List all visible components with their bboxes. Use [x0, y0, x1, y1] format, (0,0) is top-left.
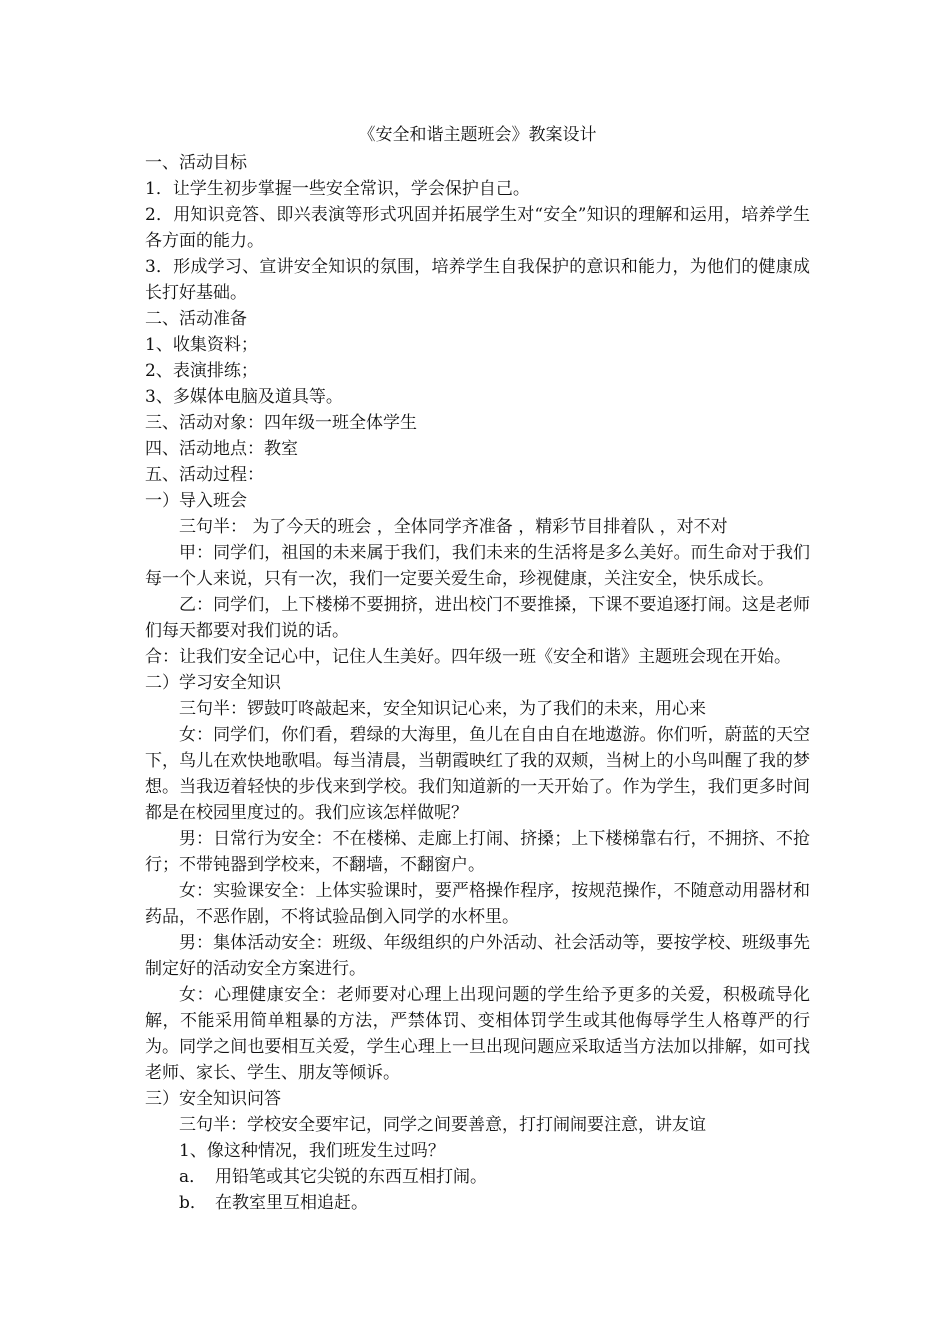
quiz-option-b	[145, 1190, 810, 1216]
option-marker: a．	[179, 1167, 207, 1187]
female-paragraph-lab-safety: 女：实验课安全：上体实验课时，要严格操作程序，按规范操作，不随意动用器材和药品，不恶作剧，不将试验品倒入同学的水杯里。	[145, 881, 810, 927]
section-audience: 三、活动对象：四年级一班全体学生	[145, 413, 417, 433]
subsection-heading-intro: 一）导入班会	[145, 491, 247, 511]
preparation-item: 3、多媒体电脑及道具等。	[145, 387, 343, 407]
together-paragraph: 合：让我们安全记心中，记住人生美好。四年级一班《安全和谐》主题班会现在开始。	[145, 647, 791, 667]
quiz-question: 1、像这种情况，我们班发生过吗？	[179, 1141, 445, 1161]
goal-3: 3．形成学习、宣讲安全知识的氛围，培养学生自我保护的意识和能力，为他们的健康成长打好基础。	[145, 257, 810, 303]
section-heading-process: 五、活动过程：	[145, 465, 264, 485]
option-text: 在教室里互相追赶。	[215, 1193, 368, 1213]
preparation-item: 1、收集资料；	[145, 335, 258, 355]
female-paragraph-mental-safety: 女：心理健康安全：老师要对心理上出现问题的学生给予更多的关爱，积极疏导化解，不能采用简单粗暴的方法，严禁体罚、变相体罚学生或其他侮辱学生人格尊严的行为。同学之间也要相互关爱，学生心理上一旦出现问题应采取适当方法加以排解，如可找老师、家长、学生、朋友等倾诉。	[145, 985, 810, 1083]
speaker-a-paragraph: 甲：同学们，祖国的未来属于我们，我们未来的生活将是多么美好。而生命对于我们每一个人来说，只有一次，我们一定要关爱生命，珍视健康，关注安全，快乐成长。	[145, 543, 810, 589]
learning-rhyme: 三句半：锣鼓叮咚敲起来，安全知识记心来，为了我们的未来，用心来	[179, 699, 706, 719]
intro-rhyme: 三句半： 为了今天的班会 ，全体同学齐准备 ，精彩节目排着队 ，对不对	[179, 517, 728, 537]
male-paragraph-group-safety: 男：集体活动安全：班级、年级组织的户外活动、社会活动等，要按学校、班级事先制定好的活动安全方案进行。	[145, 933, 810, 979]
preparation-item: 2、表演排练；	[145, 361, 258, 381]
section-heading-preparation: 二、活动准备	[145, 309, 247, 329]
subsection-heading-learning: 二）学习安全知识	[145, 673, 281, 693]
document-title: 《安全和谐主题班会》教案设计	[358, 125, 597, 145]
male-paragraph-daily-safety: 男：日常行为安全：不在楼梯、走廊上打闹、挤搡；上下楼梯靠右行，不拥挤、不抢行；不带钝器到学校来，不翻墙，不翻窗户。	[145, 829, 810, 875]
goal-2: 2．用知识竞答、即兴表演等形式巩固并拓展学生对“安全”知识的理解和运用，培养学生各方面的能力。	[145, 205, 810, 251]
female-paragraph: 女：同学们，你们看，碧绿的大海里，鱼儿在自由自在地遨游。你们听，蔚蓝的天空下，鸟儿在欢快地歌唱。每当清晨，当朝霞映红了我的双颊，当树上的小鸟叫醒了我的梦想。当我迈着轻快的步伐来到学校。我们知道新的一天开始了。作为学生，我们更多时间都是在校园里度过的。我们应该怎样做呢？	[145, 725, 810, 823]
option-marker: b．	[179, 1193, 207, 1213]
quiz-option-a	[145, 1164, 810, 1190]
section-heading-goals: 一、活动目标	[145, 153, 247, 173]
option-text: 用铅笔或其它尖锐的东西互相打闹。	[215, 1167, 487, 1187]
goal-1: 1．让学生初步掌握一些安全常识，学会保护自己。	[145, 179, 530, 199]
subsection-heading-quiz: 三）安全知识问答	[145, 1089, 281, 1109]
quiz-rhyme: 三句半：学校安全要牢记，同学之间要善意，打打闹闹要注意，讲友谊	[179, 1115, 706, 1135]
speaker-b-paragraph: 乙：同学们，上下楼梯不要拥挤，进出校门不要推搡，下课不要追逐打闹。这是老师们每天都要对我们说的话。	[145, 595, 810, 641]
section-location: 四、活动地点：教室	[145, 439, 298, 459]
document-page	[145, 122, 810, 1216]
